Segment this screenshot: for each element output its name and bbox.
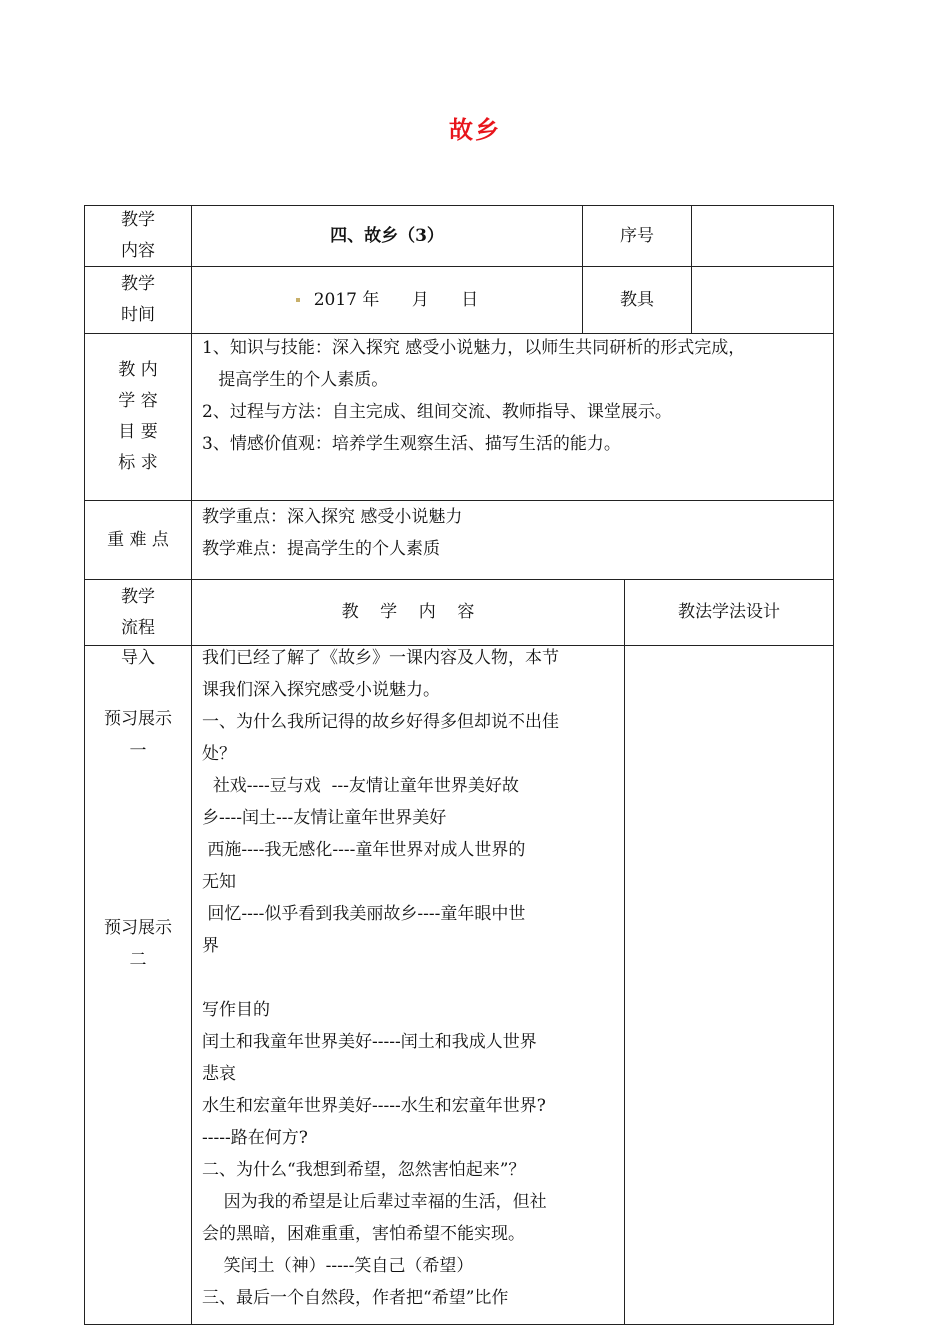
- flow-content-line: 闰土和我童年世界美好-----闰土和我成人世界: [202, 1032, 537, 1052]
- content-label-cell: [84, 205, 192, 267]
- tools-value-cell: [691, 266, 834, 334]
- stage-intro: 导入: [121, 648, 155, 668]
- flow-content-line: 笑闰土（神）-----笑自己（希望）: [202, 1256, 474, 1276]
- dot-mark: [296, 298, 300, 302]
- flow-content-line: 界: [202, 936, 219, 956]
- flow-content-line: 乡----闰土---友情让童年世界美好: [202, 808, 447, 828]
- tools-label: 教具: [620, 289, 654, 310]
- flow-method-header: 教法学法设计: [678, 602, 780, 622]
- flow-content-line: [202, 962, 614, 994]
- document-title: 故乡: [449, 115, 501, 144]
- content-value-cell: [191, 205, 583, 267]
- difficult-point-line: 教学难点：提高学生的个人素质: [202, 539, 440, 559]
- flow-content-line: 我们已经了解了《故乡》一课内容及人物，本节: [202, 648, 559, 668]
- time-label-cell: [84, 266, 192, 334]
- objectives-content-cell: [191, 333, 834, 501]
- flow-content-cell: [191, 645, 625, 1325]
- objective-line-2: 提高学生的个人素质。: [202, 370, 389, 390]
- objective-line-3: 2、过程与方法：自主完成、组间交流、教师指导、课堂展示。: [202, 402, 672, 422]
- flow-content-header-cell: [191, 579, 625, 646]
- time-label-line-1: 教学: [121, 274, 155, 294]
- flow-content-line: 处？: [202, 744, 236, 764]
- flow-content-line: 课我们深入探究感受小说魅力。: [202, 680, 440, 700]
- time-value: 2017 年 月 日: [313, 289, 479, 310]
- flow-label-line-2: 流程: [121, 617, 155, 638]
- flow-method-cell: [624, 645, 834, 1325]
- flow-content-line: 无知: [202, 872, 236, 892]
- seq-label-cell: [582, 205, 692, 267]
- flow-content-line: 一、为什么我所记得的故乡好得多但却说不出佳: [202, 712, 559, 732]
- time-label-line-2: 时间: [121, 305, 155, 325]
- flow-method-header-cell: [624, 579, 834, 646]
- objectives-label-cell: [84, 333, 192, 501]
- objectives-label-line-4: 标 求: [118, 453, 158, 473]
- objective-line-1: 1、知识与技能：深入探究 感受小说魅力，以师生共同研析的形式完成，: [202, 338, 746, 358]
- time-value-cell: [191, 266, 583, 334]
- objective-line-4: 3、情感价值观：培养学生观察生活、描写生活的能力。: [202, 434, 621, 454]
- content-label-line-2: 内容: [121, 241, 155, 261]
- flow-content-line: 会的黑暗，困难重重，害怕希望不能实现。: [202, 1224, 525, 1244]
- flow-content-line: -----路在何方?: [202, 1128, 308, 1148]
- stage-preview-2-line-1: 预习展示: [104, 918, 172, 938]
- stage-preview-1-line-2: 一: [129, 741, 147, 761]
- objectives-label-line-3: 目 要: [118, 422, 158, 442]
- flow-label-line-1: 教学: [121, 586, 155, 607]
- tools-label-cell: [582, 266, 692, 334]
- content-label-line-1: 教学: [121, 210, 155, 230]
- key-points-content-cell: [191, 500, 834, 580]
- flow-content-header: 教 学 内 容: [341, 602, 475, 622]
- seq-label: 序号: [620, 225, 654, 246]
- key-point-line: 教学重点：深入探究 感受小说魅力: [202, 507, 463, 527]
- flow-content-line: 二、为什么“我想到希望，忽然害怕起来”？: [202, 1160, 526, 1180]
- flow-content-line: 水生和宏童年世界美好-----水生和宏童年世界?: [202, 1096, 546, 1116]
- objectives-label-line-2: 学 容: [118, 391, 158, 411]
- objectives-label-line-1: 教 内: [118, 360, 158, 380]
- flow-content-line: 三、最后一个自然段，作者把“希望”比作: [202, 1288, 509, 1308]
- flow-content-line: 社戏----豆与戏 ---友情让童年世界美好故: [202, 776, 519, 796]
- flow-content-line: 回忆----似乎看到我美丽故乡----童年眼中世: [202, 904, 526, 924]
- key-points-label-cell: [84, 500, 192, 580]
- flow-content-lines: [202, 642, 614, 1314]
- seq-value-cell: [691, 205, 834, 267]
- flow-stage-cell: [84, 645, 192, 1325]
- flow-content-line: 悲哀: [202, 1064, 236, 1084]
- flow-content-line: 因为我的希望是让后辈过幸福的生活，但社: [202, 1192, 547, 1212]
- lesson-title: 四、故乡（3）: [330, 225, 444, 246]
- flow-content-line: 西施----我无感化----童年世界对成人世界的: [202, 840, 526, 860]
- stage-preview-2-line-2: 二: [129, 950, 147, 970]
- stage-preview-1-line-1: 预习展示: [104, 709, 172, 729]
- key-points-label: 重 难 点: [107, 529, 169, 550]
- flow-content-line: 写作目的: [202, 1000, 270, 1020]
- flow-label-cell: [84, 579, 192, 646]
